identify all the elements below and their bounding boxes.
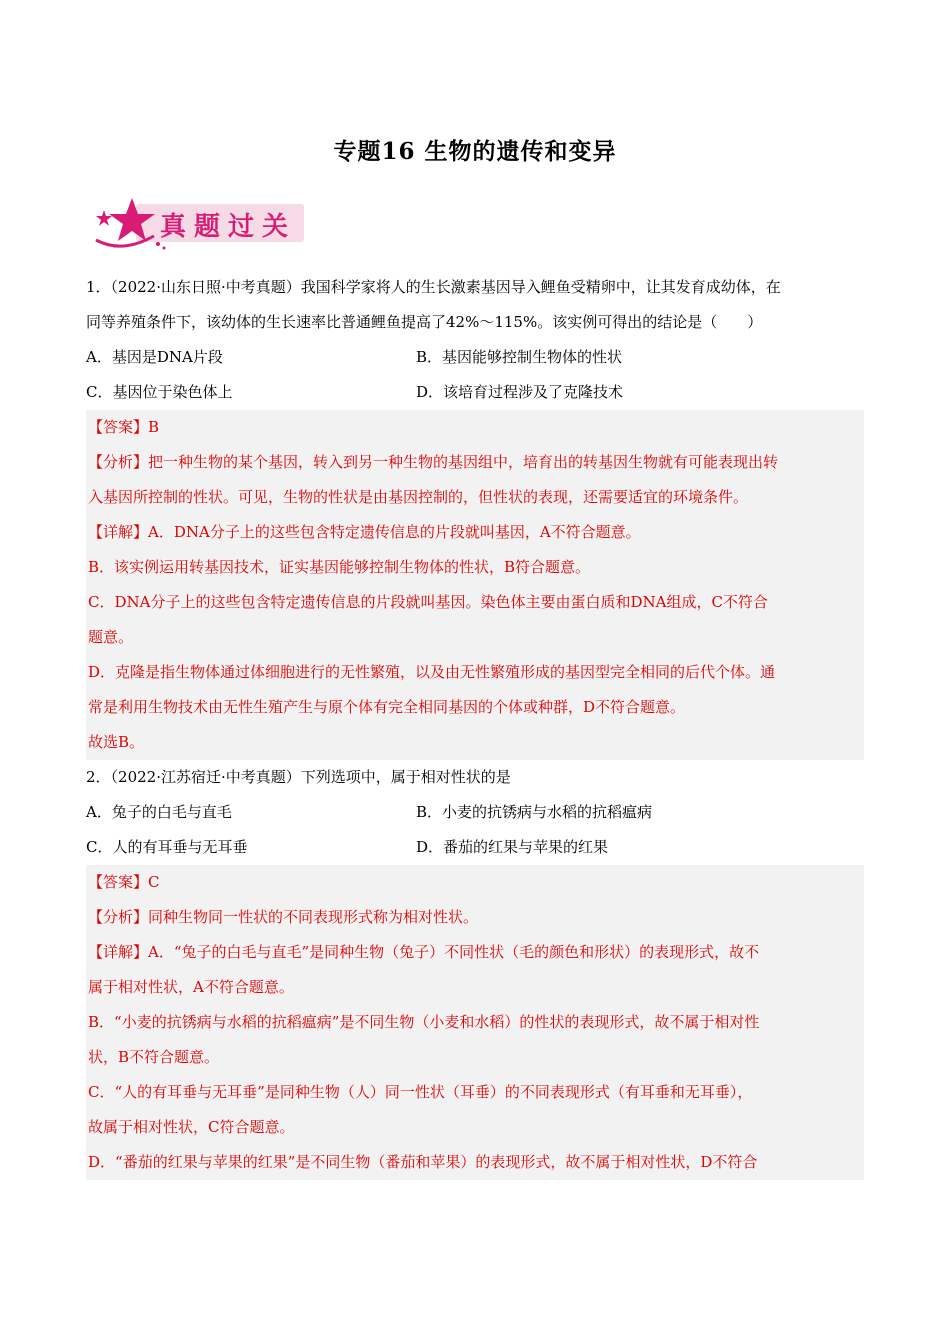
section-banner bbox=[92, 196, 312, 252]
analysis-line: 【分析】同种生物同一性状的不同表现形式称为相对性状。 bbox=[88, 908, 479, 926]
detail-line: 故属于相对性状，C符合题意。 bbox=[88, 1118, 295, 1136]
option-c: C．基因位于染色体上 bbox=[86, 383, 233, 401]
option-b: B．基因能够控制生物体的性状 bbox=[416, 348, 623, 366]
detail-line: 【详解】A．DNA分子上的这些包含特定遗传信息的片段就叫基因，A不符合题意。 bbox=[88, 523, 641, 541]
answer-line: 【答案】B bbox=[88, 418, 160, 436]
options-row bbox=[86, 340, 864, 375]
analysis-line: 【分析】把一种生物的某个基因，转入到另一种生物的基因组中，培育出的转基因生物就有可能表现出转 bbox=[88, 453, 779, 471]
page-title: 专题16 生物的遗传和变异 bbox=[333, 138, 617, 165]
detail-line: B．该实例运用转基因技术，证实基因能够控制生物体的性状，B符合题意。 bbox=[88, 558, 591, 576]
detail-line: D．“番茄的红果与苹果的红果”是不同生物（番茄和苹果）的表现形式，故不属于相对性状，D不符合 bbox=[88, 1153, 758, 1171]
option-a: A．基因是DNA片段 bbox=[86, 348, 223, 366]
detail-line: 状，B不符合题意。 bbox=[88, 1048, 220, 1066]
options-row bbox=[86, 375, 864, 410]
detail-line: C．DNA分子上的这些包含特定遗传信息的片段就叫基因。染色体主要由蛋白质和DNA组成，C不符合 bbox=[88, 593, 768, 611]
option-b: B．小麦的抗锈病与水稻的抗稻瘟病 bbox=[416, 803, 653, 821]
question-2 bbox=[86, 760, 864, 1180]
question-text: 同等养殖条件下，该幼体的生长速率比普通鲤鱼提高了42%～115%。该实例可得出的结论是（ ） bbox=[86, 313, 763, 331]
question-1 bbox=[86, 270, 864, 760]
detail-line: 【详解】A．“兔子的白毛与直毛”是同种生物（兔子）不同性状（毛的颜色和形状）的表现形式，故不 bbox=[88, 943, 760, 961]
detail-line: 题意。 bbox=[88, 628, 134, 646]
option-d: D．番茄的红果与苹果的红果 bbox=[416, 838, 609, 856]
question-text: 2．（2022·江苏宿迁·中考真题）下列选项中，属于相对性状的是 bbox=[86, 768, 511, 786]
answer-block bbox=[86, 865, 864, 1180]
conclusion-line: 故选B。 bbox=[88, 733, 145, 751]
document-content bbox=[86, 270, 864, 1180]
detail-line: 常是利用生物技术由无性生殖产生与原个体有完全相同基因的个体或种群，D不符合题意。 bbox=[88, 698, 686, 716]
analysis-line: 入基因所控制的性状。可见，生物的性状是由基因控制的，但性状的表现，还需要适宜的环境条件。 bbox=[88, 488, 749, 506]
option-d: D．该培育过程涉及了克隆技术 bbox=[416, 383, 624, 401]
options-row bbox=[86, 795, 864, 830]
answer-block bbox=[86, 410, 864, 760]
detail-line: C．“人的有耳垂与无耳垂”是同种生物（人）同一性状（耳垂）的不同表现形式（有耳垂和无耳垂）， bbox=[88, 1083, 753, 1101]
option-c: C．人的有耳垂与无耳垂 bbox=[86, 838, 248, 856]
detail-line: B．“小麦的抗锈病与水稻的抗稻瘟病”是不同生物（小麦和水稻）的性状的表现形式，故不属于相对性 bbox=[88, 1013, 760, 1031]
options-row bbox=[86, 830, 864, 865]
question-text: 1．（2022·山东日照·中考真题）我国科学家将人的生长激素基因导入鲤鱼受精卵中，让其发育成幼体，在 bbox=[86, 278, 781, 296]
detail-line: 属于相对性状，A不符合题意。 bbox=[88, 978, 294, 996]
answer-line: 【答案】C bbox=[88, 873, 160, 891]
detail-line: D．克隆是指生物体通过体细胞进行的无性繁殖，以及由无性繁殖形成的基因型完全相同的后代个体。通 bbox=[88, 663, 776, 681]
banner-text: 真题过关 bbox=[160, 212, 297, 242]
option-a: A．兔子的白毛与直毛 bbox=[86, 803, 232, 821]
